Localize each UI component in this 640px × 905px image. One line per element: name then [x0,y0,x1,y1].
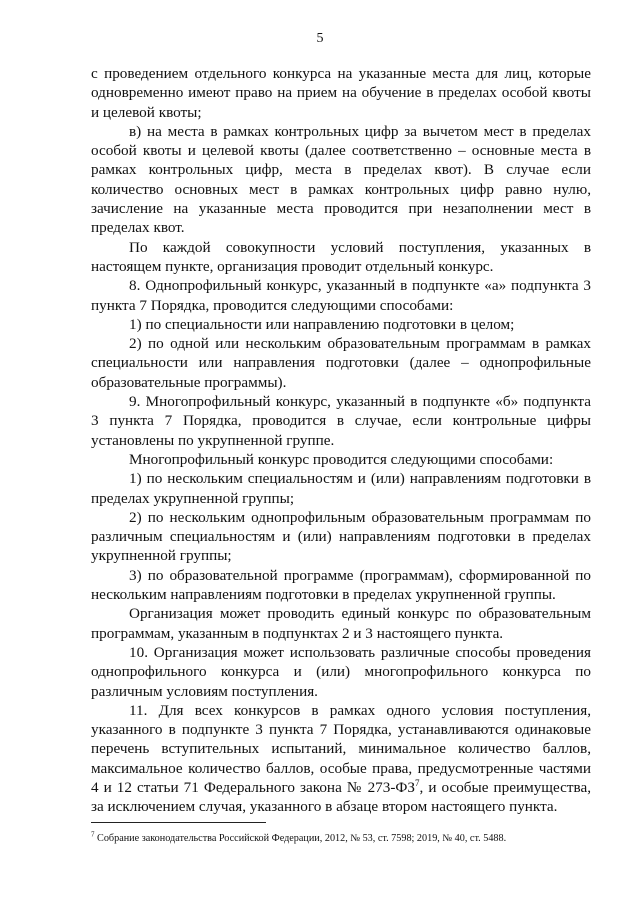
paragraph-single-competition: Организация может проводить единый конкурс по образовательным программам, указанным в подпунктах 2 и 3 настоящего пункта. [91,605,591,642]
paragraph-9-3: 3) по образовательной программе (программам), сформированной по нескольким направлениям подготовки в пределах укрупненной группы. [91,566,591,604]
paragraph-11-text: 11. Для всех конкурсов в рамках одного условия поступления, указанного в подпункте 3 пункта 7 Порядка, устанавливаются одинаковые перечень вступительных испытаний, минимальное количество баллов, максимальное количество баллов, особые права, предусмотренные частями 4 и 12 статьи 71 Федерального закона № 273-ФЗ [91,701,591,796]
paragraph-8-2: 2) по одной или нескольким образовательным программам в рамках специальности или направления подготовки (далее – однопрофильные образовательные программы). [91,335,591,391]
footnote-reference[interactable]: 7 [415,777,420,788]
paragraph-9-2: 2) по нескольким однопрофильным образовательным программам по различным специальностям и (или) направлениям подготовки в пределах укрупненной группы; [91,508,591,565]
paragraph-continuation: с проведением отдельного конкурса на указанные места для лиц, которые одновременно имеют право на прием на обучение в пределах особой квоты и целевой квоты; [91,65,591,121]
footnote-text: Собрание законодательства Российской Федерации, 2012, № 53, ст. 7598; 2019, № 40, ст. 5488. [94,833,507,844]
paragraph-9: 9. Многопрофильный конкурс, указанный в подпункте «б» подпункта 3 пункта 7 Порядка, проводится в случае, если контрольные цифры установлены по укрупненной группе. [91,393,591,449]
paragraph-9-intro: Многопрофильный конкурс проводится следующими способами: [129,450,554,468]
paragraph-11 [91,701,591,817]
footnote-mark: 7 [91,830,95,839]
paragraph-8-1: 1) по специальности или направлению подготовки в целом; [129,315,515,333]
paragraph-9-1: 1) по нескольким специальностям и (или) направлениям подготовки в пределах укрупненной группы; [91,470,591,507]
page-number: 5 [316,31,324,46]
paragraph-each-combination: По каждой совокупности условий поступления, указанных в настоящем пункте, организация проводит отдельный конкурс. [91,238,591,275]
paragraph-11-text-end: , и особые преимущества, за исключением случая, указанного в абзаце втором настоящего пункта. [91,778,592,816]
body-text [91,64,591,817]
paragraph-item-v: в) на места в рамках контрольных цифр за вычетом мест в пределах особой квоты и целевой квоты (далее соответственно – основные места в рамках контрольных цифр, места в пределах квот). В случае если количество основных мест в рамках контрольных цифр равно нулю, зачисление на указанные места проводится при незаполнении мест в пределах квот. [91,122,591,237]
footnote [91,832,591,845]
paragraph-10: 10. Организация может использовать различные способы проведения однопрофильного конкурса и (или) многопрофильного конкурса по различным условиям поступления. [91,643,591,700]
footnote-divider [91,822,266,823]
paragraph-8: 8. Однопрофильный конкурс, указанный в подпункте «а» подпункта 3 пункта 7 Порядка, проводится следующими способами: [91,277,591,314]
